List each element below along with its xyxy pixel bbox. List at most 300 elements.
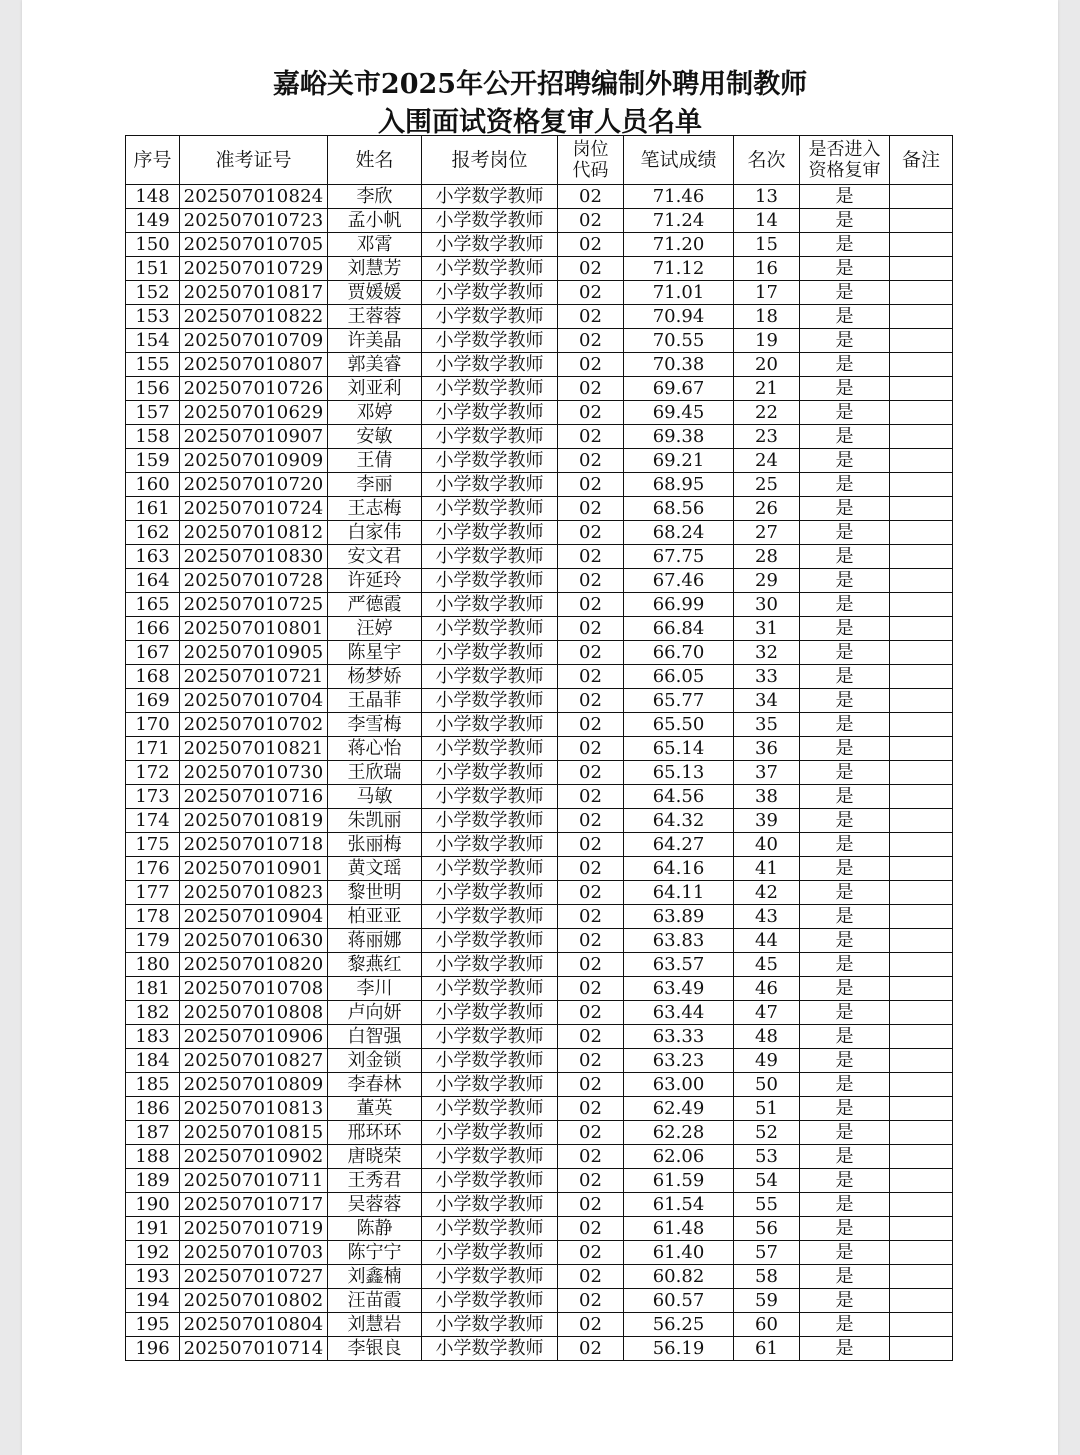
cell-name: 陈宁宁 (328, 1241, 422, 1265)
cell-name: 郭美睿 (328, 353, 422, 377)
cell-position: 小学数学教师 (422, 1217, 558, 1241)
cell-exam-id: 202507010813 (180, 1097, 328, 1121)
table-row (126, 785, 953, 809)
cell-seq: 148 (126, 185, 180, 209)
cell-score: 65.50 (624, 713, 734, 737)
table-row (126, 305, 953, 329)
cell-review: 是 (800, 521, 890, 545)
cell-exam-id: 202507010817 (180, 281, 328, 305)
cell-seq: 156 (126, 377, 180, 401)
cell-exam-id: 202507010830 (180, 545, 328, 569)
cell-review: 是 (800, 905, 890, 929)
cell-seq: 171 (126, 737, 180, 761)
cell-exam-id: 202507010820 (180, 953, 328, 977)
cell-review: 是 (800, 833, 890, 857)
cell-score: 62.28 (624, 1121, 734, 1145)
cell-position: 小学数学教师 (422, 905, 558, 929)
cell-score: 66.70 (624, 641, 734, 665)
cell-rank: 61 (734, 1337, 800, 1361)
cell-position-code: 02 (558, 545, 624, 569)
cell-position-code: 02 (558, 1265, 624, 1289)
cell-name: 唐晓荣 (328, 1145, 422, 1169)
cell-remark (890, 1265, 953, 1289)
cell-name: 刘慧岩 (328, 1313, 422, 1337)
cell-position: 小学数学教师 (422, 953, 558, 977)
cell-position-code: 02 (558, 521, 624, 545)
cell-exam-id: 202507010904 (180, 905, 328, 929)
cell-remark (890, 689, 953, 713)
table-row (126, 1121, 953, 1145)
cell-seq: 180 (126, 953, 180, 977)
cell-position: 小学数学教师 (422, 1289, 558, 1313)
cell-score: 71.24 (624, 209, 734, 233)
cell-remark (890, 521, 953, 545)
cell-position-code: 02 (558, 1217, 624, 1241)
cell-remark (890, 1313, 953, 1337)
table-row (126, 1337, 953, 1361)
cell-name: 陈静 (328, 1217, 422, 1241)
cell-review: 是 (800, 545, 890, 569)
cell-seq: 162 (126, 521, 180, 545)
cell-seq: 150 (126, 233, 180, 257)
cell-score: 71.20 (624, 233, 734, 257)
cell-seq: 177 (126, 881, 180, 905)
cell-position: 小学数学教师 (422, 329, 558, 353)
cell-exam-id: 202507010714 (180, 1337, 328, 1361)
cell-rank: 37 (734, 761, 800, 785)
header-score: 笔试成绩 (624, 136, 734, 185)
cell-position: 小学数学教师 (422, 257, 558, 281)
cell-seq: 165 (126, 593, 180, 617)
cell-review: 是 (800, 233, 890, 257)
cell-name: 邢环环 (328, 1121, 422, 1145)
cell-position-code: 02 (558, 617, 624, 641)
cell-exam-id: 202507010827 (180, 1049, 328, 1073)
cell-remark (890, 1049, 953, 1073)
cell-remark (890, 1073, 953, 1097)
cell-seq: 193 (126, 1265, 180, 1289)
cell-remark (890, 809, 953, 833)
cell-seq: 152 (126, 281, 180, 305)
cell-position-code: 02 (558, 929, 624, 953)
cell-score: 70.38 (624, 353, 734, 377)
cell-seq: 158 (126, 425, 180, 449)
cell-review: 是 (800, 617, 890, 641)
table-body (126, 185, 953, 1361)
cell-position: 小学数学教师 (422, 521, 558, 545)
cell-seq: 151 (126, 257, 180, 281)
cell-rank: 53 (734, 1145, 800, 1169)
cell-review: 是 (800, 305, 890, 329)
cell-position-code: 02 (558, 497, 624, 521)
cell-exam-id: 202507010717 (180, 1193, 328, 1217)
cell-seq: 154 (126, 329, 180, 353)
cell-seq: 188 (126, 1145, 180, 1169)
cell-seq: 191 (126, 1217, 180, 1241)
cell-review: 是 (800, 569, 890, 593)
cell-name: 王秀君 (328, 1169, 422, 1193)
cell-remark (890, 977, 953, 1001)
cell-score: 64.11 (624, 881, 734, 905)
cell-remark (890, 305, 953, 329)
cell-remark (890, 905, 953, 929)
header-position: 报考岗位 (422, 136, 558, 185)
header-position-code-line1: 岗位 (572, 139, 609, 160)
cell-exam-id: 202507010725 (180, 593, 328, 617)
document-title-line1: 嘉峪关市2025年公开招聘编制外聘用制教师 (272, 69, 808, 100)
cell-score: 69.21 (624, 449, 734, 473)
cell-review: 是 (800, 1025, 890, 1049)
cell-name: 李春林 (328, 1073, 422, 1097)
cell-name: 蒋丽娜 (328, 929, 422, 953)
cell-rank: 20 (734, 353, 800, 377)
cell-rank: 41 (734, 857, 800, 881)
cell-position: 小学数学教师 (422, 569, 558, 593)
table-row (126, 1169, 953, 1193)
table-row (126, 689, 953, 713)
cell-rank: 33 (734, 665, 800, 689)
cell-position: 小学数学教师 (422, 929, 558, 953)
cell-review: 是 (800, 953, 890, 977)
cell-score: 61.54 (624, 1193, 734, 1217)
cell-position: 小学数学教师 (422, 473, 558, 497)
cell-position-code: 02 (558, 689, 624, 713)
cell-score: 66.05 (624, 665, 734, 689)
cell-score: 69.45 (624, 401, 734, 425)
cell-position-code: 02 (558, 1337, 624, 1361)
cell-review: 是 (800, 1169, 890, 1193)
cell-name: 邓婷 (328, 401, 422, 425)
cell-rank: 36 (734, 737, 800, 761)
cell-seq: 183 (126, 1025, 180, 1049)
table-row (126, 1001, 953, 1025)
cell-review: 是 (800, 785, 890, 809)
cell-score: 60.82 (624, 1265, 734, 1289)
cell-position-code: 02 (558, 1145, 624, 1169)
cell-exam-id: 202507010809 (180, 1073, 328, 1097)
table-row (126, 617, 953, 641)
cell-score: 63.89 (624, 905, 734, 929)
cell-exam-id: 202507010720 (180, 473, 328, 497)
cell-name: 许美晶 (328, 329, 422, 353)
cell-remark (890, 377, 953, 401)
cell-remark (890, 857, 953, 881)
cell-remark (890, 329, 953, 353)
cell-rank: 21 (734, 377, 800, 401)
cell-position-code: 02 (558, 833, 624, 857)
cell-remark (890, 881, 953, 905)
cell-remark (890, 1001, 953, 1025)
cell-exam-id: 202507010703 (180, 1241, 328, 1265)
cell-rank: 45 (734, 953, 800, 977)
cell-review: 是 (800, 737, 890, 761)
cell-seq: 196 (126, 1337, 180, 1361)
cell-seq: 169 (126, 689, 180, 713)
cell-seq: 175 (126, 833, 180, 857)
cell-remark (890, 953, 953, 977)
cell-name: 王欣瑞 (328, 761, 422, 785)
cell-review: 是 (800, 425, 890, 449)
header-position-code-line2: 代码 (572, 160, 609, 181)
cell-remark (890, 761, 953, 785)
table-row (126, 233, 953, 257)
cell-review: 是 (800, 1241, 890, 1265)
cell-position-code: 02 (558, 881, 624, 905)
cell-review: 是 (800, 449, 890, 473)
cell-review: 是 (800, 1073, 890, 1097)
cell-name: 王志梅 (328, 497, 422, 521)
cell-seq: 195 (126, 1313, 180, 1337)
cell-position-code: 02 (558, 593, 624, 617)
table-row (126, 1025, 953, 1049)
cell-position-code: 02 (558, 281, 624, 305)
cell-review: 是 (800, 929, 890, 953)
cell-position: 小学数学教师 (422, 401, 558, 425)
cell-seq: 189 (126, 1169, 180, 1193)
cell-exam-id: 202507010702 (180, 713, 328, 737)
cell-name: 李雪梅 (328, 713, 422, 737)
cell-position: 小学数学教师 (422, 209, 558, 233)
cell-seq: 167 (126, 641, 180, 665)
cell-exam-id: 202507010802 (180, 1289, 328, 1313)
cell-remark (890, 281, 953, 305)
cell-position: 小学数学教师 (422, 737, 558, 761)
cell-name: 李川 (328, 977, 422, 1001)
cell-remark (890, 833, 953, 857)
cell-remark (890, 545, 953, 569)
cell-exam-id: 202507010807 (180, 353, 328, 377)
cell-rank: 48 (734, 1025, 800, 1049)
cell-exam-id: 202507010704 (180, 689, 328, 713)
cell-score: 63.23 (624, 1049, 734, 1073)
cell-review: 是 (800, 1097, 890, 1121)
cell-rank: 25 (734, 473, 800, 497)
cell-exam-id: 202507010819 (180, 809, 328, 833)
cell-position-code: 02 (558, 761, 624, 785)
cell-rank: 26 (734, 497, 800, 521)
cell-name: 安文君 (328, 545, 422, 569)
cell-exam-id: 202507010822 (180, 305, 328, 329)
table-row (126, 833, 953, 857)
cell-rank: 51 (734, 1097, 800, 1121)
cell-name: 刘鑫楠 (328, 1265, 422, 1289)
cell-remark (890, 1337, 953, 1361)
table-row (126, 425, 953, 449)
cell-score: 65.13 (624, 761, 734, 785)
cell-rank: 58 (734, 1265, 800, 1289)
table-row (126, 497, 953, 521)
cell-score: 67.75 (624, 545, 734, 569)
table-row (126, 449, 953, 473)
cell-name: 白家伟 (328, 521, 422, 545)
cell-rank: 49 (734, 1049, 800, 1073)
cell-remark (890, 929, 953, 953)
cell-score: 60.57 (624, 1289, 734, 1313)
cell-seq: 159 (126, 449, 180, 473)
cell-rank: 42 (734, 881, 800, 905)
table-row (126, 929, 953, 953)
cell-position-code: 02 (558, 905, 624, 929)
cell-seq: 164 (126, 569, 180, 593)
cell-rank: 14 (734, 209, 800, 233)
cell-remark (890, 209, 953, 233)
cell-exam-id: 202507010909 (180, 449, 328, 473)
cell-position: 小学数学教师 (422, 233, 558, 257)
cell-name: 黎燕红 (328, 953, 422, 977)
cell-seq: 149 (126, 209, 180, 233)
cell-position: 小学数学教师 (422, 1049, 558, 1073)
cell-score: 65.77 (624, 689, 734, 713)
cell-seq: 181 (126, 977, 180, 1001)
table-row (126, 353, 953, 377)
cell-exam-id: 202507010821 (180, 737, 328, 761)
cell-position-code: 02 (558, 1025, 624, 1049)
header-review-line1: 是否进入 (808, 139, 881, 160)
cell-seq: 172 (126, 761, 180, 785)
cell-position: 小学数学教师 (422, 1145, 558, 1169)
table-row (126, 593, 953, 617)
cell-review: 是 (800, 689, 890, 713)
cell-position-code: 02 (558, 401, 624, 425)
cell-exam-id: 202507010804 (180, 1313, 328, 1337)
header-review (800, 136, 890, 185)
cell-review: 是 (800, 353, 890, 377)
cell-review: 是 (800, 593, 890, 617)
table-row (126, 569, 953, 593)
cell-position-code: 02 (558, 1313, 624, 1337)
cell-exam-id: 202507010718 (180, 833, 328, 857)
cell-review: 是 (800, 713, 890, 737)
cell-remark (890, 1193, 953, 1217)
cell-seq: 163 (126, 545, 180, 569)
cell-position-code: 02 (558, 209, 624, 233)
cell-score: 66.84 (624, 617, 734, 641)
table-row (126, 257, 953, 281)
cell-score: 63.83 (624, 929, 734, 953)
table-header-row (126, 136, 953, 185)
cell-remark (890, 401, 953, 425)
cell-rank: 17 (734, 281, 800, 305)
table-row (126, 281, 953, 305)
cell-remark (890, 1217, 953, 1241)
cell-position-code: 02 (558, 257, 624, 281)
cell-review: 是 (800, 1193, 890, 1217)
cell-seq: 190 (126, 1193, 180, 1217)
cell-exam-id: 202507010824 (180, 185, 328, 209)
cell-name: 李银良 (328, 1337, 422, 1361)
cell-seq: 184 (126, 1049, 180, 1073)
cell-rank: 19 (734, 329, 800, 353)
header-exam-id: 准考证号 (180, 136, 328, 185)
cell-position: 小学数学教师 (422, 1169, 558, 1193)
cell-score: 64.56 (624, 785, 734, 809)
cell-name: 马敏 (328, 785, 422, 809)
cell-score: 69.38 (624, 425, 734, 449)
cell-remark (890, 641, 953, 665)
cell-exam-id: 202507010719 (180, 1217, 328, 1241)
cell-review: 是 (800, 209, 890, 233)
table-row (126, 761, 953, 785)
cell-position: 小学数学教师 (422, 1193, 558, 1217)
header-rank: 名次 (734, 136, 800, 185)
cell-score: 56.25 (624, 1313, 734, 1337)
cell-review: 是 (800, 761, 890, 785)
cell-review: 是 (800, 377, 890, 401)
cell-position-code: 02 (558, 1241, 624, 1265)
cell-review: 是 (800, 641, 890, 665)
cell-remark (890, 1241, 953, 1265)
table-row (126, 737, 953, 761)
cell-exam-id: 202507010723 (180, 209, 328, 233)
cell-rank: 44 (734, 929, 800, 953)
cell-score: 67.46 (624, 569, 734, 593)
cell-remark (890, 737, 953, 761)
cell-review: 是 (800, 809, 890, 833)
cell-score: 63.57 (624, 953, 734, 977)
table-row (126, 809, 953, 833)
cell-name: 蒋心怡 (328, 737, 422, 761)
cell-review: 是 (800, 977, 890, 1001)
cell-score: 64.16 (624, 857, 734, 881)
cell-position-code: 02 (558, 449, 624, 473)
cell-exam-id: 202507010726 (180, 377, 328, 401)
cell-name: 刘慧芳 (328, 257, 422, 281)
cell-review: 是 (800, 881, 890, 905)
cell-position: 小学数学教师 (422, 1265, 558, 1289)
table-row (126, 185, 953, 209)
header-position-code (558, 136, 624, 185)
cell-review: 是 (800, 1289, 890, 1313)
table-row (126, 473, 953, 497)
cell-name: 安敏 (328, 425, 422, 449)
cell-position: 小学数学教师 (422, 857, 558, 881)
cell-name: 王蓉蓉 (328, 305, 422, 329)
cell-rank: 29 (734, 569, 800, 593)
cell-position-code: 02 (558, 1169, 624, 1193)
cell-name: 白智强 (328, 1025, 422, 1049)
cell-score: 63.44 (624, 1001, 734, 1025)
cell-position-code: 02 (558, 1097, 624, 1121)
cell-name: 汪婷 (328, 617, 422, 641)
cell-review: 是 (800, 665, 890, 689)
table-row (126, 1073, 953, 1097)
cell-review: 是 (800, 401, 890, 425)
cell-review: 是 (800, 1265, 890, 1289)
cell-exam-id: 202507010711 (180, 1169, 328, 1193)
cell-position-code: 02 (558, 641, 624, 665)
cell-rank: 40 (734, 833, 800, 857)
table-row (126, 977, 953, 1001)
cell-score: 68.56 (624, 497, 734, 521)
cell-rank: 38 (734, 785, 800, 809)
header-remark: 备注 (890, 136, 953, 185)
cell-position: 小学数学教师 (422, 713, 558, 737)
cell-rank: 15 (734, 233, 800, 257)
cell-seq: 192 (126, 1241, 180, 1265)
cell-name: 严德霞 (328, 593, 422, 617)
cell-rank: 60 (734, 1313, 800, 1337)
cell-remark (890, 185, 953, 209)
cell-position: 小学数学教师 (422, 881, 558, 905)
table-row (126, 665, 953, 689)
table-row (126, 1289, 953, 1313)
header-review-line2: 资格复审 (808, 160, 881, 181)
cell-score: 70.55 (624, 329, 734, 353)
cell-name: 汪苗霞 (328, 1289, 422, 1313)
header-name: 姓名 (328, 136, 422, 185)
cell-rank: 32 (734, 641, 800, 665)
cell-review: 是 (800, 497, 890, 521)
